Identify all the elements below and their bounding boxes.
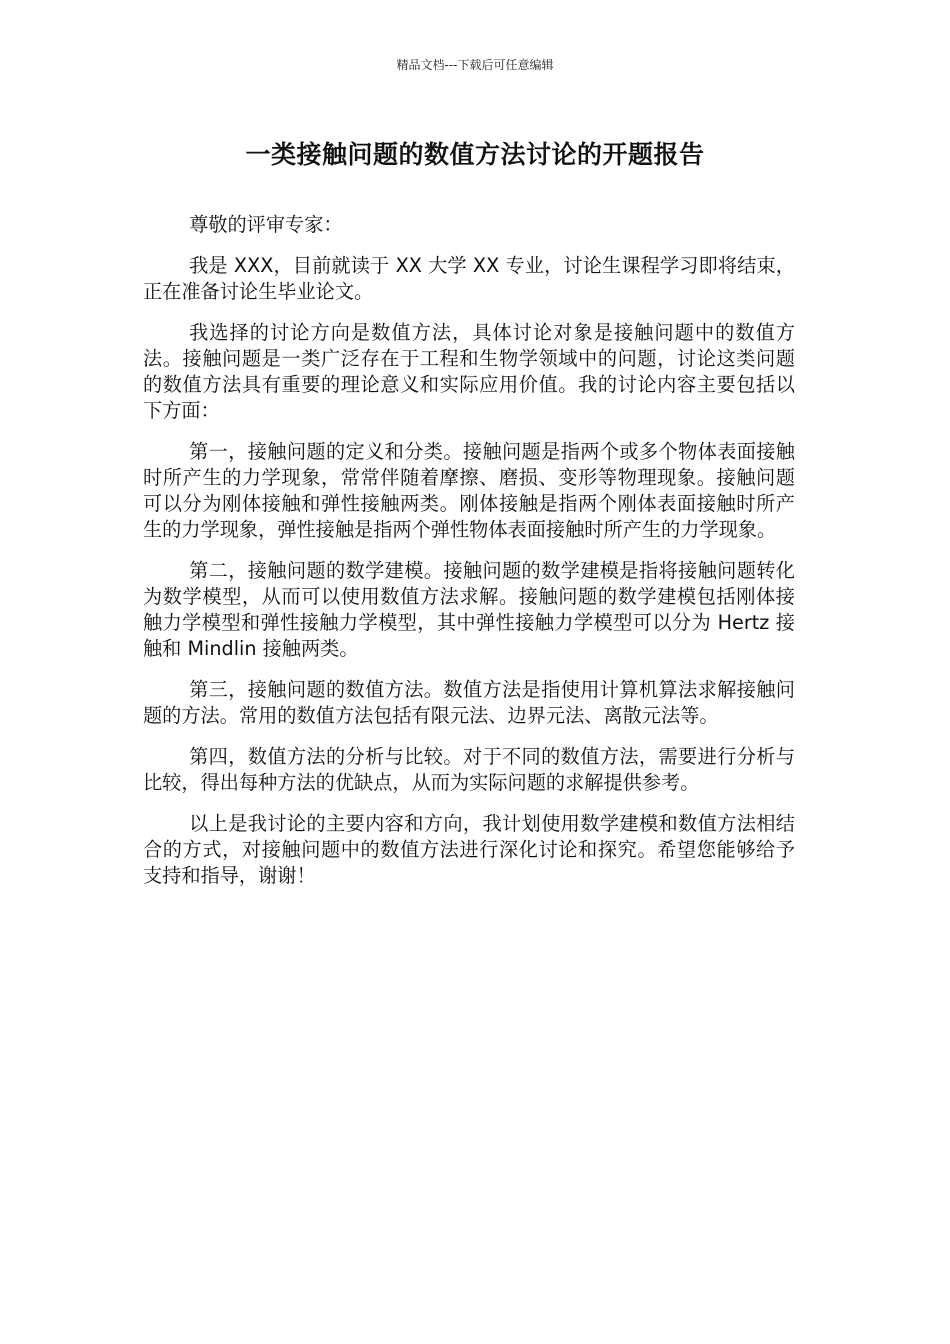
page-header: 精品文档---下载后可任意编辑 [396,58,554,72]
closing-paragraph: 以上是我讨论的主要内容和方向，我计划使用数学建模和数值方法相结合的方式，对接触问题中的数值方法进行深化讨论和探究。希望您能够给予支持和指导，谢谢！ [143,812,795,887]
document-title: 一类接触问题的数值方法讨论的开题报告 [245,140,705,169]
introduction-paragraph: 我是 XXX，目前就读于 XX 大学 XX 专业，讨论生课程学习即将结束，正在准备讨论生毕业论文。 [143,254,795,303]
numerical-method-paragraph: 第三，接触问题的数值方法。数值方法是指使用计算机算法求解接触问题的方法。常用的数值方法包括有限元法、边界元法、离散元法等。 [143,678,795,727]
modeling-paragraph: 第二，接触问题的数学建模。接触问题的数学建模是指将接触问题转化为数学模型，从而可以使用数值方法求解。接触问题的数学建模包括刚体接触力学模型和弹性接触力学模型，其中弹性接触力学模型可以分为 Hertz 接触和 Mindlin 接触两类。 [143,559,795,660]
definition-paragraph: 第一，接触问题的定义和分类。接触问题是指两个或多个物体表面接触时所产生的力学现象，常常伴随着摩擦、磨损、变形等物理现象。接触问题可以分为刚体接触和弹性接触两类。刚体接触是指两个刚体表面接触时所产生的力学现象，弹性接触是指两个弹性物体表面接触时所产生的力学现象。 [143,440,795,541]
salutation-paragraph: 尊敬的评审专家： [189,213,343,236]
research-direction-paragraph: 我选择的讨论方向是数值方法，具体讨论对象是接触问题中的数值方法。接触问题是一类广泛存在于工程和生物学领域中的问题，讨论这类问题的数值方法具有重要的理论意义和实际应用价值。我的讨论内容主要包括以下方面： [143,321,795,422]
document-body [143,212,795,904]
comparison-paragraph: 第四，数值方法的分析与比较。对于不同的数值方法，需要进行分析与比较，得出每种方法的优缺点，从而为实际问题的求解提供参考。 [143,745,795,794]
